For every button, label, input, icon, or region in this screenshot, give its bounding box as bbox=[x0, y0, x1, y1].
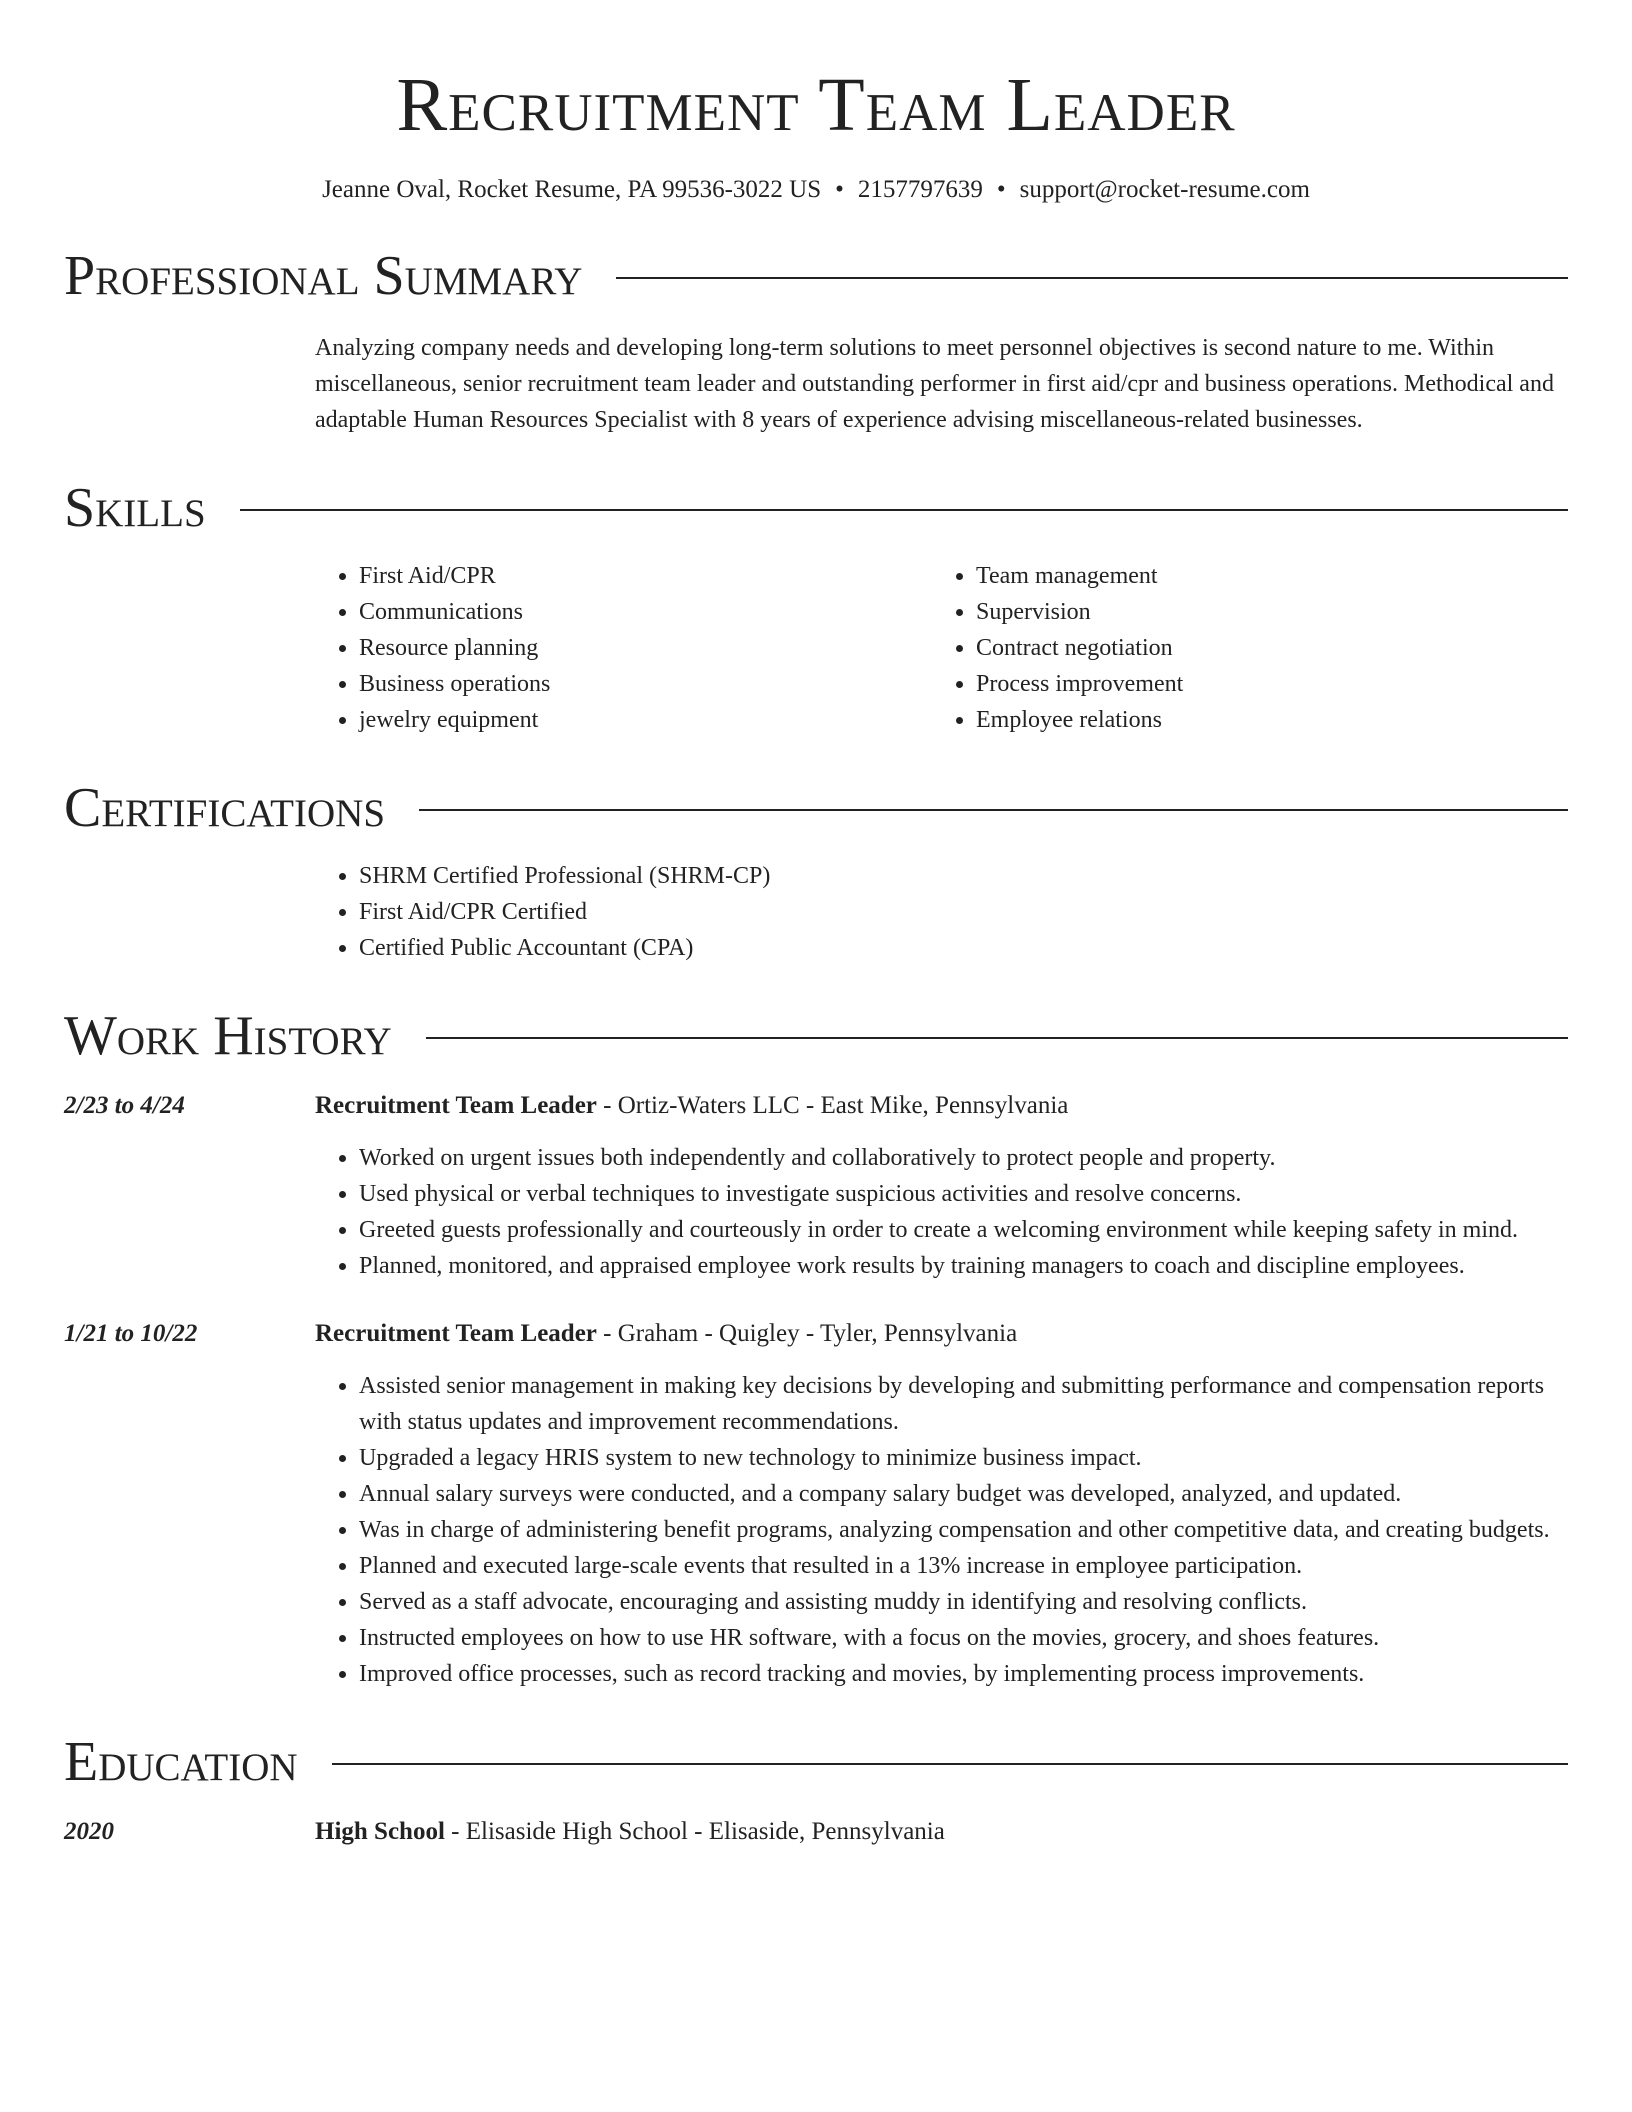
job-bullet: • Planned, monitored, and appraised employee work results by training managers to coach and discipline employees. bbox=[359, 1248, 1568, 1284]
summary-text: Analyzing company needs and developing long-term solutions to meet personnel objectives is second nature to me. Within miscellaneous, senior recruitment team leader and outstanding performer in first aid/cpr and business operations. Methodical and adaptable Human Resources Specialist with 8 years of experience advising miscellaneous-related businesses. bbox=[315, 335, 1554, 433]
certifications-list bbox=[315, 858, 1568, 966]
skills-section-header bbox=[64, 476, 1568, 540]
skill-item: • Communications bbox=[359, 594, 932, 630]
education-entry bbox=[64, 1814, 1568, 1850]
summary-heading: Professional Summary bbox=[64, 245, 583, 307]
contact-email: support@rocket-resume.com bbox=[1019, 176, 1310, 203]
job-bullet: • Greeted guests professionally and courteously in order to create a welcoming environment while keeping safety in mind. bbox=[359, 1212, 1568, 1248]
skill-item: • jewelry equipment bbox=[359, 702, 932, 738]
job-entry bbox=[64, 1316, 1568, 1692]
education-header bbox=[315, 1814, 1568, 1850]
contact-line bbox=[64, 174, 1568, 206]
certification-item: • Certified Public Accountant (CPA) bbox=[359, 930, 1568, 966]
job-title: Recruitment Team Leader bbox=[315, 1320, 597, 1347]
section-divider bbox=[426, 1037, 1568, 1039]
skills-heading: Skills bbox=[64, 477, 206, 539]
certifications-section-header bbox=[64, 776, 1568, 840]
job-body bbox=[315, 1088, 1568, 1284]
skill-item: • Employee relations bbox=[976, 702, 1549, 738]
job-bullet: • Was in charge of administering benefit programs, analyzing compensation and other competitive data, and creating budgets. bbox=[359, 1512, 1568, 1548]
certification-item: • First Aid/CPR Certified bbox=[359, 894, 1568, 930]
education-title: High School bbox=[315, 1818, 445, 1845]
contact-phone: 2157797639 bbox=[857, 176, 983, 203]
work-history-heading: Work History bbox=[64, 1005, 392, 1067]
resume-title: Recruitment Team Leader bbox=[396, 63, 1236, 147]
job-bullets bbox=[315, 1368, 1568, 1692]
job-bullet: • Annual salary surveys were conducted, and a company salary budget was developed, analyzed, and updated. bbox=[359, 1476, 1568, 1512]
skill-item: • Business operations bbox=[359, 666, 932, 702]
contact-separator: • bbox=[996, 176, 1006, 203]
section-divider bbox=[419, 809, 1568, 811]
skill-item: • Team management bbox=[976, 558, 1549, 594]
certification-item: • SHRM Certified Professional (SHRM-CP) bbox=[359, 858, 1568, 894]
skill-item: • Process improvement bbox=[976, 666, 1549, 702]
job-bullet: • Upgraded a legacy HRIS system to new technology to minimize business impact. bbox=[359, 1440, 1568, 1476]
job-date: 2/23 to 4/24 bbox=[64, 1092, 185, 1119]
job-bullet: • Instructed employees on how to use HR software, with a focus on the movies, grocery, and shoes features. bbox=[359, 1620, 1568, 1656]
education-body bbox=[315, 1814, 1568, 1850]
job-bullet: • Improved office processes, such as record tracking and movies, by implementing process improvements. bbox=[359, 1656, 1568, 1692]
education-date: 2020 bbox=[64, 1818, 114, 1845]
job-title: Recruitment Team Leader bbox=[315, 1092, 597, 1119]
job-bullet: • Assisted senior management in making key decisions by developing and submitting performance and compensation reports with status updates and improvement recommendations. bbox=[359, 1368, 1568, 1440]
skill-item: • Resource planning bbox=[359, 630, 932, 666]
job-bullet: • Served as a staff advocate, encouraging and assisting muddy in identifying and resolving conflicts. bbox=[359, 1584, 1568, 1620]
section-divider bbox=[332, 1763, 1568, 1765]
job-body bbox=[315, 1316, 1568, 1692]
education-heading: Education bbox=[64, 1731, 298, 1793]
job-header bbox=[315, 1088, 1568, 1124]
job-bullet: • Used physical or verbal techniques to investigate suspicious activities and resolve concerns. bbox=[359, 1176, 1568, 1212]
summary-section-header bbox=[64, 244, 1568, 308]
skill-item: • First Aid/CPR bbox=[359, 558, 932, 594]
skills-column-left bbox=[315, 558, 932, 738]
skill-item: • Supervision bbox=[976, 594, 1549, 630]
education-details: - Elisaside High School - Elisaside, Pennsylvania bbox=[444, 1818, 945, 1845]
work-history-section-header bbox=[64, 1004, 1568, 1068]
job-header bbox=[315, 1316, 1568, 1352]
job-bullet: • Planned and executed large-scale events that resulted in a 13% increase in employee participation. bbox=[359, 1548, 1568, 1584]
certifications-heading: Certifications bbox=[64, 777, 386, 839]
skills-column-right bbox=[932, 558, 1549, 738]
job-date: 1/21 to 10/22 bbox=[64, 1320, 198, 1347]
job-bullet: • Worked on urgent issues both independently and collaboratively to protect people and property. bbox=[359, 1140, 1568, 1176]
job-details: - Graham - Quigley - Tyler, Pennsylvania bbox=[596, 1320, 1018, 1347]
job-entry bbox=[64, 1088, 1568, 1284]
job-bullets bbox=[315, 1140, 1568, 1284]
contact-separator: • bbox=[835, 176, 844, 203]
section-divider bbox=[616, 277, 1568, 279]
contact-address: Jeanne Oval, Rocket Resume, PA 99536-3022 US bbox=[322, 176, 822, 203]
education-section-header bbox=[64, 1730, 1568, 1794]
section-divider bbox=[240, 509, 1568, 511]
job-details: - Ortiz-Waters LLC - East Mike, Pennsylvania bbox=[596, 1092, 1069, 1119]
skill-item: • Contract negotiation bbox=[976, 630, 1549, 666]
skills-list bbox=[315, 558, 1568, 738]
